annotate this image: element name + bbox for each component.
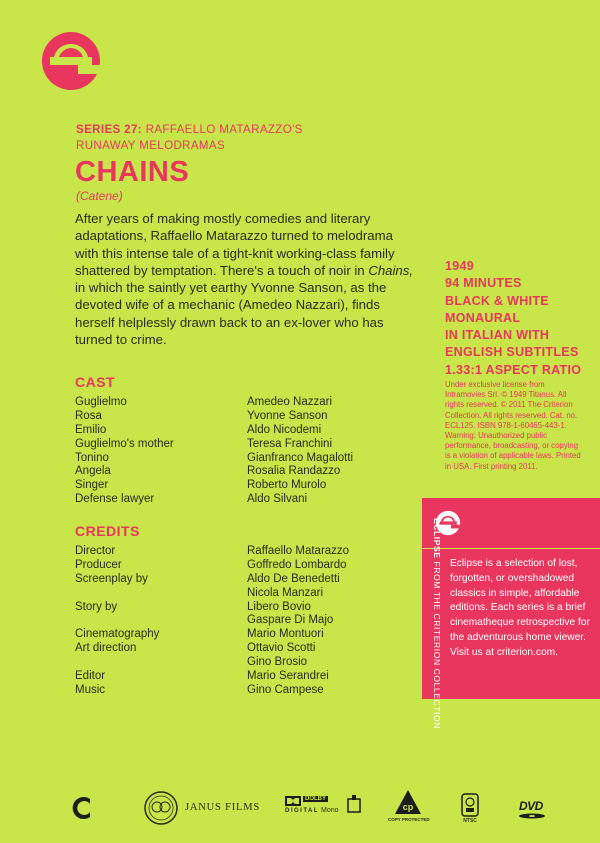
credits-heading: CREDITS	[75, 523, 140, 539]
credit-name: Aldo De Benedetti	[247, 572, 340, 585]
cast-heading: CAST	[75, 374, 116, 390]
series-label: SERIES 27:	[76, 124, 142, 136]
copy-protected-label: COPY PROTECTED	[388, 817, 430, 822]
cast-role: Guglielmo	[75, 396, 127, 408]
eclipse-logo-icon	[40, 30, 102, 92]
legal-text: Under exclusive license from Intramovies Srl. © 1949 Titanus. All rights reserved. © 2011 The Criterion Collection. All rights reserved. Cat. no. ECL125. ISBN 978-1-60465-443-1. Warning: Unauthorized public performance, broadcasting, or copying is a violation of applicable laws. Printed in USA. First printing 2011.	[445, 380, 581, 471]
criterion-c-icon	[70, 795, 92, 821]
film-title: CHAINS	[75, 156, 190, 188]
spec-language: IN ITALIAN WITH	[445, 328, 550, 343]
credit-role: Cinematography	[75, 628, 160, 641]
spec-runtime: 94 MINUTES	[445, 276, 522, 291]
credit-name: Ottavio Scotti	[247, 642, 316, 655]
eclipse-banner	[422, 498, 600, 548]
cast-role: Emilio	[75, 423, 107, 436]
cast-actor: Rosalia Randazzo	[247, 465, 341, 478]
film-original-title: (Catene)	[76, 189, 123, 203]
tech-specs	[445, 258, 581, 379]
credit-role: Music	[75, 683, 106, 696]
copy-protected-triangle-icon	[394, 789, 422, 815]
eclipse-side-bold: ECLIPSE	[432, 517, 442, 559]
credit-role: Director	[75, 545, 116, 557]
dolby-double-d-icon	[285, 796, 301, 806]
series-name-line1: RAFFAELLO MATARAZZO'S	[145, 124, 303, 136]
cast-roles	[75, 396, 174, 507]
credit-name: Gino Campese	[247, 683, 324, 696]
credit-role: Screenplay by	[75, 572, 148, 585]
dolby-digital-logo	[285, 796, 345, 818]
svg-text:cp: cp	[402, 802, 414, 812]
janus-films-label: JANUS FILMS	[185, 802, 261, 813]
credit-role	[75, 587, 159, 601]
cast-actor: Roberto Murolo	[247, 479, 327, 492]
credit-name: Libero Bovio	[247, 600, 311, 613]
cast-actor: Amedeo Nazzari	[247, 396, 333, 408]
mono-label: Mono	[321, 807, 339, 814]
series-name-line2: RUNAWAY MELODRAMAS	[76, 140, 226, 152]
cast-role: Guglielmo's mother	[75, 437, 174, 450]
cast-role: Tonino	[75, 451, 109, 464]
credits-names	[247, 545, 349, 698]
cast-role: Angela	[75, 465, 111, 478]
cast-role: Rosa	[75, 409, 102, 422]
synopsis-italic: Chains,	[368, 262, 414, 278]
credit-role: Art direction	[75, 642, 137, 655]
credit-name: Mario Montuori	[247, 628, 324, 641]
credit-role	[75, 656, 159, 670]
eclipse-side-rest: FROM THE CRITERION COLLECTION	[432, 558, 442, 729]
dolby-label: DOLBY	[305, 796, 326, 802]
credit-role: Producer	[75, 558, 122, 571]
mono-speaker-icon	[347, 795, 361, 813]
spec-year: 1949	[445, 259, 475, 273]
eclipse-description: Eclipse is a selection of lost, forgotten, or overshadowed classics in simple, affordable editions. Each series is a brief cinematheque retrospective for the adventurous home viewer. Visit us at criterion.com.	[450, 558, 590, 658]
footer-logos	[0, 785, 600, 835]
spec-audio: MONAURAL	[445, 310, 521, 325]
spec-color: BLACK & WHITE	[445, 293, 549, 308]
credit-name: Goffredo Lombardo	[247, 558, 347, 571]
digital-label: DIGITAL	[285, 808, 320, 814]
ntsc-label: NTSC	[463, 818, 477, 824]
cast-actor: Gianfranco Magalotti	[247, 451, 354, 464]
credits-roles	[75, 545, 159, 698]
dvd-logo: DVD	[519, 799, 543, 813]
cast-actor: Teresa Franchini	[247, 437, 333, 450]
credit-name: Gino Brosio	[247, 656, 308, 669]
cast-actor: Yvonne Sanson	[247, 409, 328, 422]
credit-name: Gaspare Di Majo	[247, 614, 334, 627]
series-heading	[76, 122, 376, 154]
cast-role: Singer	[75, 479, 109, 492]
credit-role: Editor	[75, 670, 106, 683]
janus-seal-icon	[143, 790, 179, 826]
credit-role: Story by	[75, 600, 118, 613]
credit-name: Nicola Manzari	[247, 586, 324, 599]
spec-aspect: 1.33:1 ASPECT RATIO	[445, 362, 582, 377]
cast-actors	[247, 396, 353, 507]
ntsc-logo	[460, 793, 480, 827]
credit-name: Raffaello Matarazzo	[247, 545, 350, 557]
credit-name: Mario Serandrei	[247, 670, 329, 683]
eclipse-side-label	[428, 517, 446, 729]
synopsis	[75, 210, 420, 348]
synopsis-part1: After years of making mostly comedies and literary adaptations, Raffaello Matarazzo turned to melodrama with this intense tale of a tight-knit working-class family shattered by temptation. There's a touch of noir in	[75, 211, 395, 278]
credit-role	[75, 614, 159, 628]
cast-role: Defense lawyer	[75, 493, 155, 506]
synopsis-part2: in which the saintly yet earthy Yvonne Sanson, as the devoted wife of a mechanic (Amedeo Nazzari), finds herself helplessly drawn back to an ex-lover who has turned to crime.	[75, 280, 387, 348]
cast-actor: Aldo Silvani	[247, 493, 308, 506]
ntsc-badge-icon	[461, 793, 479, 817]
copy-protected-logo	[388, 789, 428, 829]
dvd-disc-icon	[518, 813, 546, 819]
spec-subtitles: ENGLISH SUBTITLES	[445, 345, 579, 360]
cast-actor: Aldo Nicodemi	[247, 423, 322, 436]
